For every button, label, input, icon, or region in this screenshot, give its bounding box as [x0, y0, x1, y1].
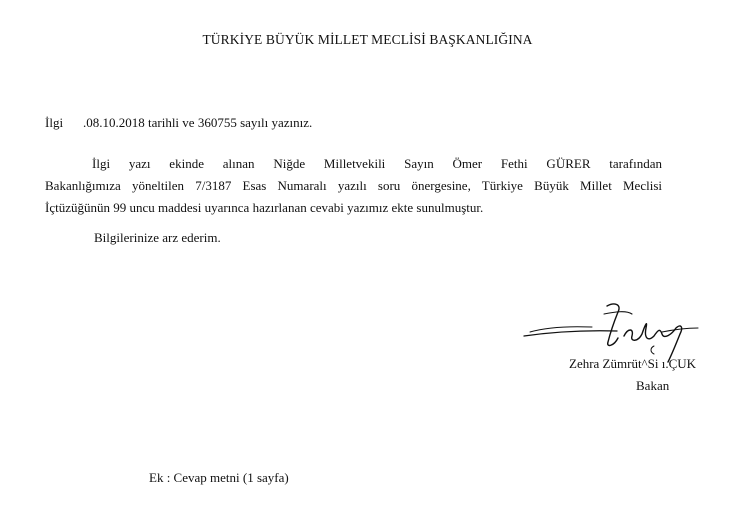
closing-line: Bilgilerinize arz ederim. [94, 230, 221, 245]
reference-label: İlgi [45, 115, 64, 130]
attachment-note: Ek : Cevap metni (1 sayfa) [149, 470, 289, 485]
reference-line [45, 115, 312, 131]
signer-name: Zehra Zümrüt^Si ı.ÇUK [569, 356, 697, 371]
body-paragraph [45, 153, 662, 219]
document-title: TÜRKİYE BÜYÜK MİLLET MECLİSİ BAŞKANLIĞINA [202, 32, 533, 47]
body-line: İlgi yazı ekinde alınan Niğde Milletvekili Sayın Ömer Fethi GÜRER tarafından [92, 156, 662, 171]
signer-title: Bakan [636, 378, 670, 393]
body-line: İçtüzüğünün 99 uncu maddesi uyarınca hazırlanan cevabi yazımız ekte sunulmuştur. [45, 200, 484, 215]
reference-text: .08.10.2018 tarihli ve 360755 sayılı yazınız. [83, 115, 313, 130]
body-line: Bakanlığımıza yöneltilen 7/3187 Esas Numaralı yazılı soru önergesine, Türkiye Büyük Millet Meclisi [45, 178, 662, 193]
